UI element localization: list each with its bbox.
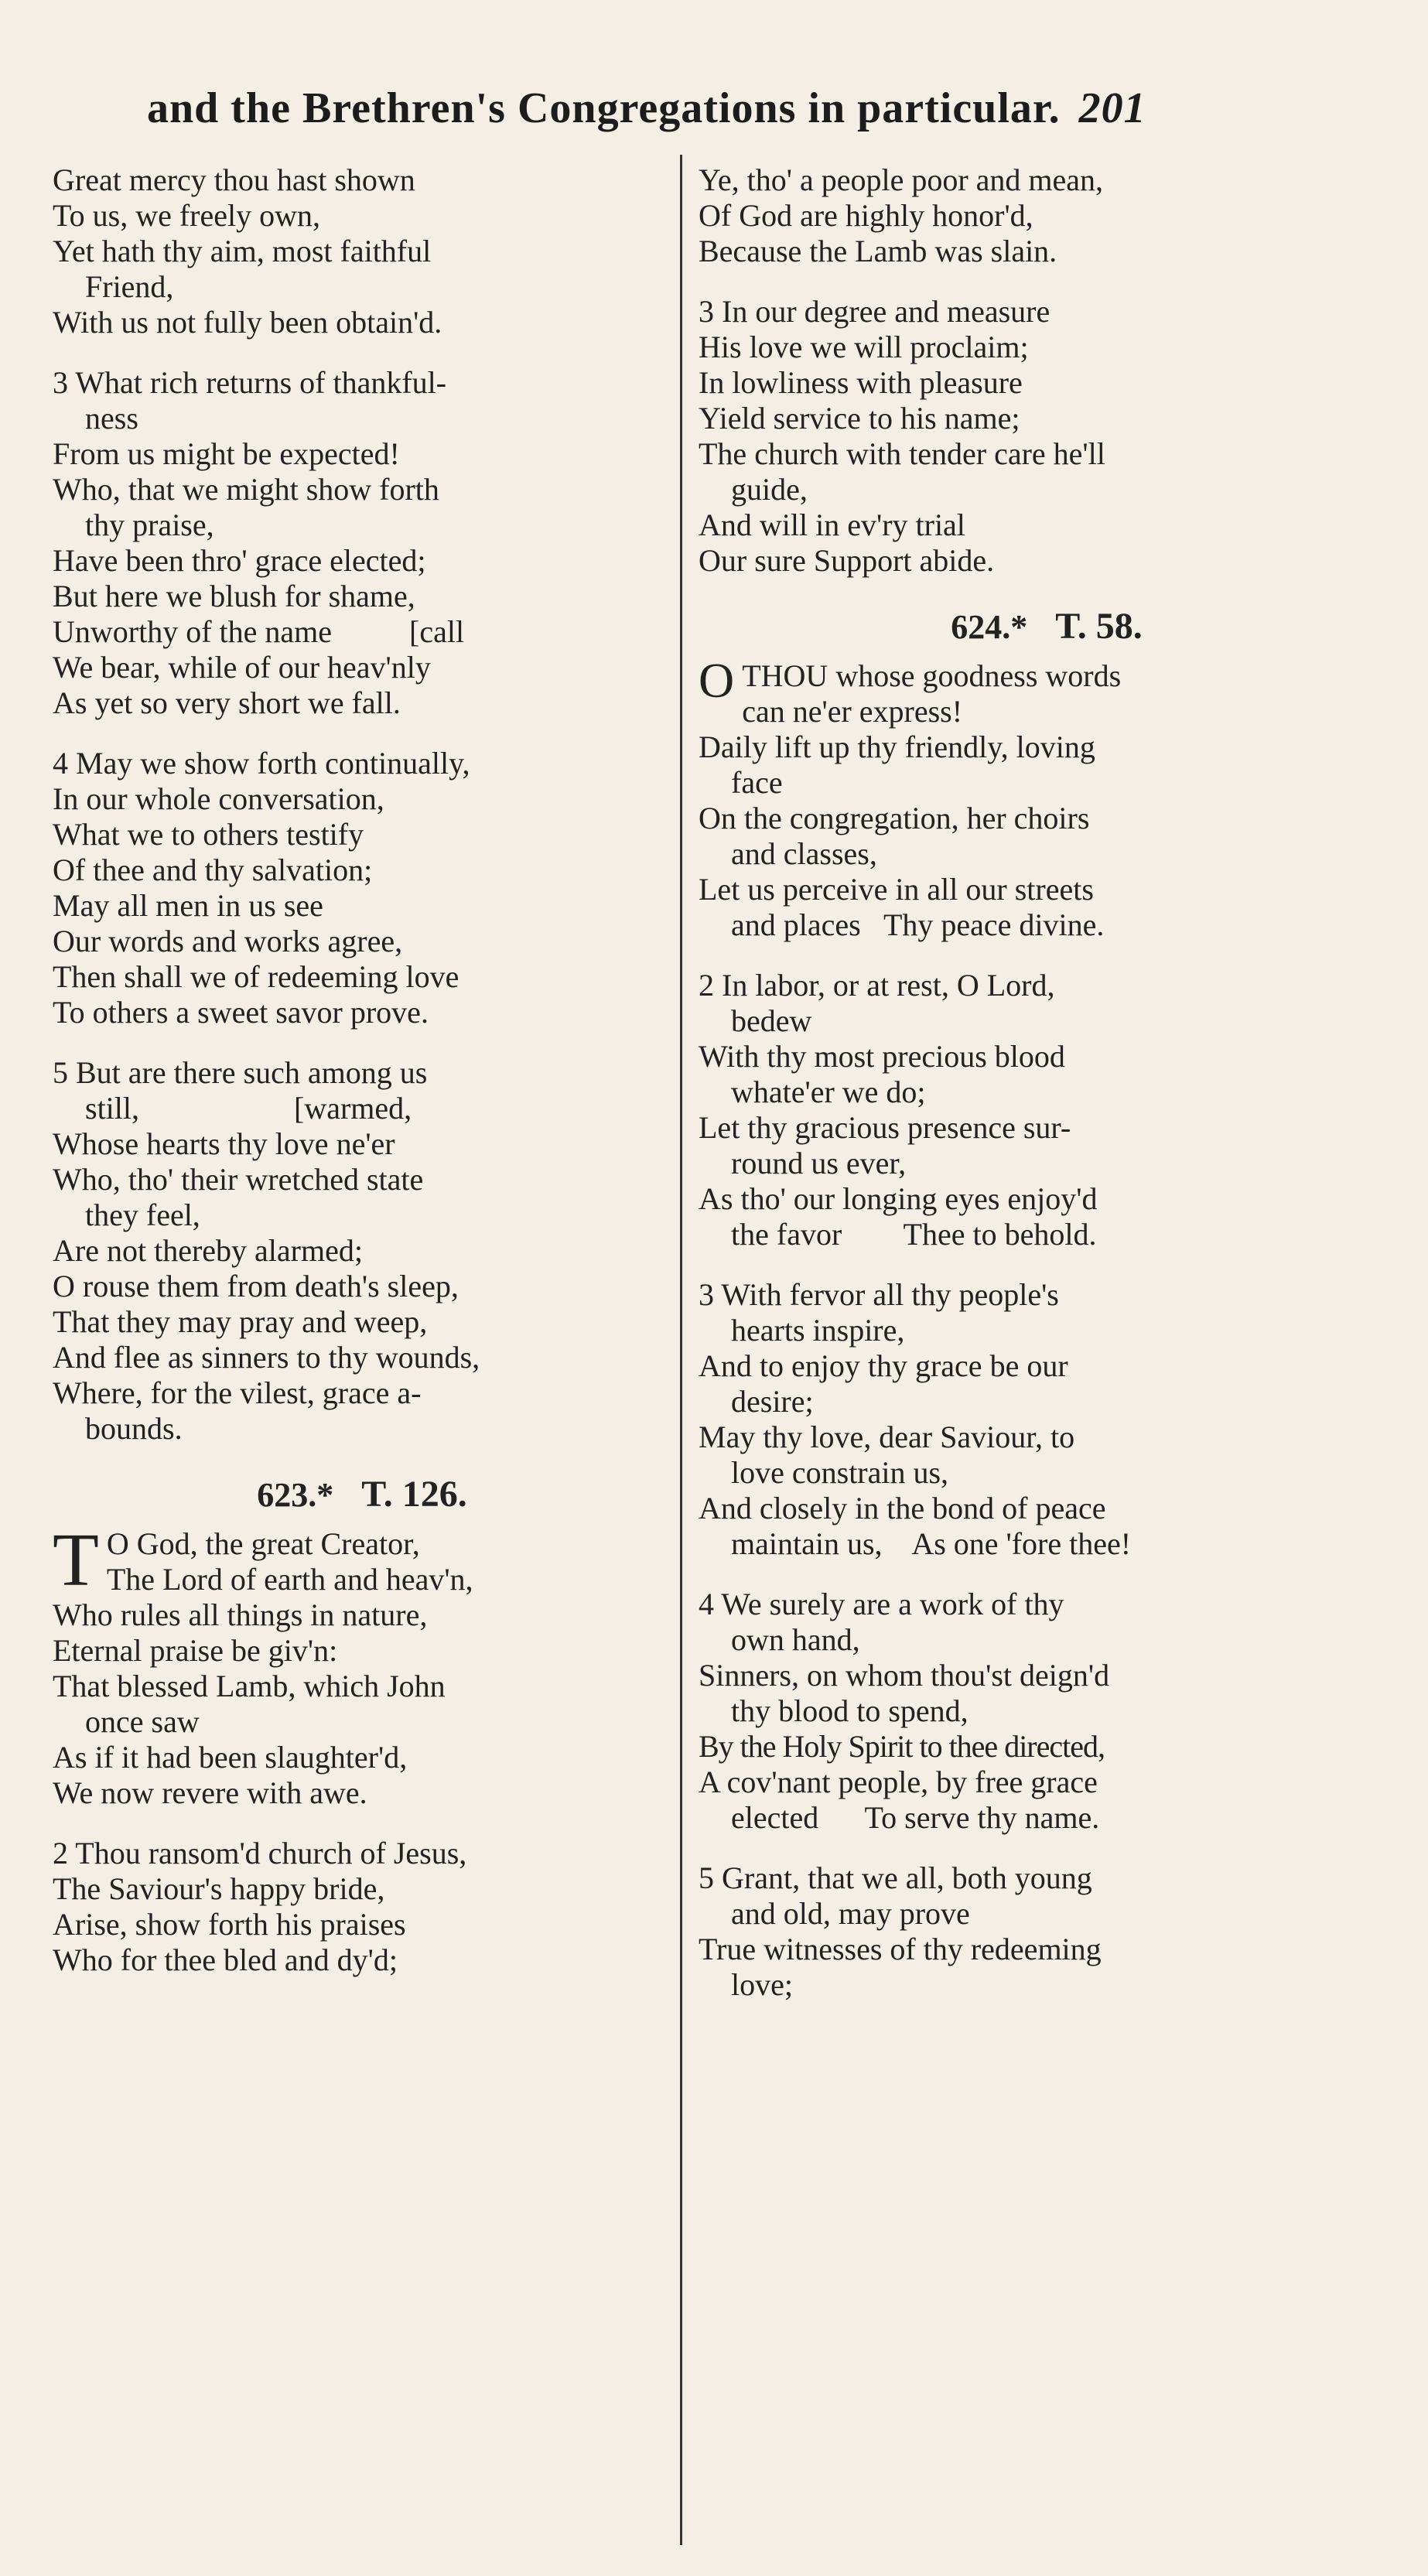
verse-line: thy blood to spend, — [731, 1693, 969, 1728]
verse-line: elected To serve thy name. — [731, 1800, 1100, 1835]
stanza — [699, 162, 1395, 269]
column-divider — [680, 155, 682, 2545]
verse-line: As if it had been slaughter'd, — [53, 1740, 408, 1775]
stanza — [53, 1055, 671, 1447]
verse-line: In lowliness with pleasure — [699, 365, 1023, 400]
stanza — [53, 746, 671, 1030]
hymn-heading — [699, 603, 1395, 651]
verse-line: can ne'er express! — [742, 694, 963, 729]
verse-line: round us ever, — [731, 1146, 907, 1180]
verse-line: And to enjoy thy grace be our — [699, 1348, 1068, 1383]
verse-line: face — [731, 765, 783, 800]
verse-line: Because the Lamb was slain. — [699, 234, 1057, 268]
verse-line: bounds. — [85, 1411, 183, 1446]
stanza — [699, 1277, 1395, 1562]
verse-line: Yield service to his name; — [699, 401, 1020, 436]
tune-number: T. 126. — [361, 1474, 467, 1515]
verse-line: guide, — [731, 472, 808, 507]
stanza — [53, 162, 671, 340]
verse-line: To us, we freely own, — [53, 198, 320, 233]
verse-line: 3 What rich returns of thankful- — [53, 365, 447, 400]
verse-line: still, [warmed, — [85, 1091, 412, 1126]
verse-line: We now revere with awe. — [53, 1775, 367, 1810]
verse-line: Are not thereby alarmed; — [53, 1233, 363, 1268]
verse-line: Then shall we of redeeming love — [53, 959, 459, 994]
drop-cap: O — [699, 653, 735, 708]
verse-line: The Saviour's happy bride, — [53, 1871, 385, 1906]
verse-line: Who, that we might show forth — [53, 472, 439, 507]
verse-line: once saw — [85, 1704, 200, 1739]
verse-line: Sinners, on whom thou'st deign'd — [699, 1658, 1110, 1693]
verse-line: Unworthy of the name [call — [53, 614, 465, 649]
verse-line: Let thy gracious presence sur- — [699, 1110, 1071, 1145]
verse-line: 3 With fervor all thy people's — [699, 1277, 1059, 1312]
stanza — [699, 1860, 1395, 2003]
verse-line: and places Thy peace divine. — [731, 907, 1105, 942]
verse-line: THOU whose goodness words — [742, 658, 1122, 693]
verse-line: 4 We surely are a work of thy — [699, 1587, 1064, 1621]
stanza — [699, 968, 1395, 1252]
verse-line: Where, for the vilest, grace a- — [53, 1375, 422, 1410]
verse-line: Great mercy thou hast shown — [53, 162, 415, 197]
verse-line: Our words and works agree, — [53, 924, 403, 958]
right-column — [699, 162, 1395, 2028]
verse-line: True witnesses of thy redeeming — [699, 1932, 1102, 1966]
verse-line: 2 In labor, or at rest, O Lord, — [699, 968, 1055, 1003]
hymn-heading — [53, 1471, 671, 1519]
verse-line: 5 Grant, that we all, both young — [699, 1860, 1092, 1895]
verse-line: From us might be expected! — [53, 436, 400, 471]
verse-line: Who, tho' their wretched state — [53, 1162, 424, 1197]
verse-line: Of thee and thy salvation; — [53, 852, 373, 887]
verse-line: To others a sweet savor prove. — [53, 995, 429, 1030]
verse-line: ness — [85, 401, 138, 436]
verse-line: hearts inspire, — [731, 1313, 905, 1348]
verse-line: We bear, while of our heav'nly — [53, 650, 431, 685]
verse-line: On the congregation, her choirs — [699, 801, 1090, 835]
verse-line: Of God are highly honor'd, — [699, 198, 1033, 233]
verse-line: Daily lift up thy friendly, loving — [699, 729, 1095, 764]
verse-line: The Lord of earth and heav'n, — [106, 1562, 473, 1597]
stanza — [53, 365, 671, 721]
verse-line: own hand, — [731, 1622, 860, 1657]
verse-line: desire; — [731, 1384, 814, 1419]
stanza — [53, 1519, 671, 1811]
verse-line: Have been thro' grace elected; — [53, 543, 426, 578]
verse-line: Friend, — [85, 269, 174, 304]
verse-line: His love we will proclaim; — [699, 330, 1029, 364]
verse-line: Arise, show forth his praises — [53, 1907, 406, 1942]
verse-line: Ye, tho' a people poor and mean, — [699, 162, 1104, 197]
verse-line: Who for thee bled and dy'd; — [53, 1942, 398, 1977]
verse-line: 3 In our degree and measure — [699, 294, 1051, 329]
verse-line: May thy love, dear Saviour, to — [699, 1420, 1075, 1454]
verse-line: 4 May we show forth continually, — [53, 746, 470, 781]
verse-line: That they may pray and weep, — [53, 1304, 428, 1339]
running-title: and the Brethren's Congregations in particular. — [147, 84, 1061, 132]
verse-line: Who rules all things in nature, — [53, 1597, 428, 1632]
verse-line: they feel, — [85, 1197, 200, 1232]
verse-line: 5 But are there such among us — [53, 1055, 428, 1090]
verse-line: O rouse them from death's sleep, — [53, 1269, 459, 1303]
verse-line: As tho' our longing eyes enjoy'd — [699, 1181, 1098, 1216]
verse-line: maintain us, As one 'fore thee! — [731, 1526, 1132, 1561]
left-column — [53, 162, 671, 2003]
drop-cap: T — [53, 1519, 99, 1602]
verse-line: In our whole conversation, — [53, 781, 384, 816]
verse-line: bedew — [731, 1003, 812, 1038]
verse-line: whate'er we do; — [731, 1074, 926, 1109]
hymn-number: 623.* — [257, 1476, 334, 1514]
stanza — [699, 1587, 1395, 1836]
verse-line: 2 Thou ransom'd church of Jesus, — [53, 1836, 467, 1871]
verse-line: and classes, — [731, 836, 877, 871]
verse-line: Let us perceive in all our streets — [699, 872, 1094, 907]
running-header — [147, 84, 1385, 145]
verse-line: thy praise, — [85, 507, 214, 542]
verse-line: And flee as sinners to thy wounds, — [53, 1340, 480, 1375]
verse-line: With thy most precious blood — [699, 1039, 1065, 1074]
stanza — [699, 653, 1395, 943]
verse-line: And will in ev'ry trial — [699, 507, 965, 542]
verse-line: What we to others testify — [53, 817, 364, 852]
verse-line: And closely in the bond of peace — [699, 1491, 1106, 1525]
verse-line: love constrain us, — [731, 1455, 949, 1490]
verse-line: But here we blush for shame, — [53, 579, 415, 613]
stanza — [53, 1836, 671, 1978]
verse-line: A cov'nant people, by free grace — [699, 1765, 1098, 1799]
verse-line: Yet hath thy aim, most faithful — [53, 234, 432, 268]
verse-line: That blessed Lamb, which John — [53, 1669, 446, 1703]
page-number: 201 — [1078, 84, 1146, 132]
verse-line: By the Holy Spirit to thee directed, — [699, 1729, 1105, 1764]
verse-line: May all men in us see — [53, 888, 323, 923]
verse-line: O God, the great Creator, — [106, 1526, 420, 1561]
verse-line: Our sure Support abide. — [699, 543, 995, 578]
verse-line: and old, may prove — [731, 1896, 970, 1931]
verse-line: the favor Thee to behold. — [731, 1217, 1097, 1252]
verse-line: Eternal praise be giv'n: — [53, 1633, 338, 1668]
verse-line: Whose hearts thy love ne'er — [53, 1126, 395, 1161]
stanza — [699, 294, 1395, 579]
verse-line: As yet so very short we fall. — [53, 685, 401, 720]
verse-line: With us not fully been obtain'd. — [53, 305, 442, 340]
tune-number: T. 58. — [1055, 606, 1143, 647]
verse-line: The church with tender care he'll — [699, 436, 1105, 471]
hymn-number: 624.* — [951, 608, 1028, 646]
verse-line: love; — [731, 1967, 793, 2002]
